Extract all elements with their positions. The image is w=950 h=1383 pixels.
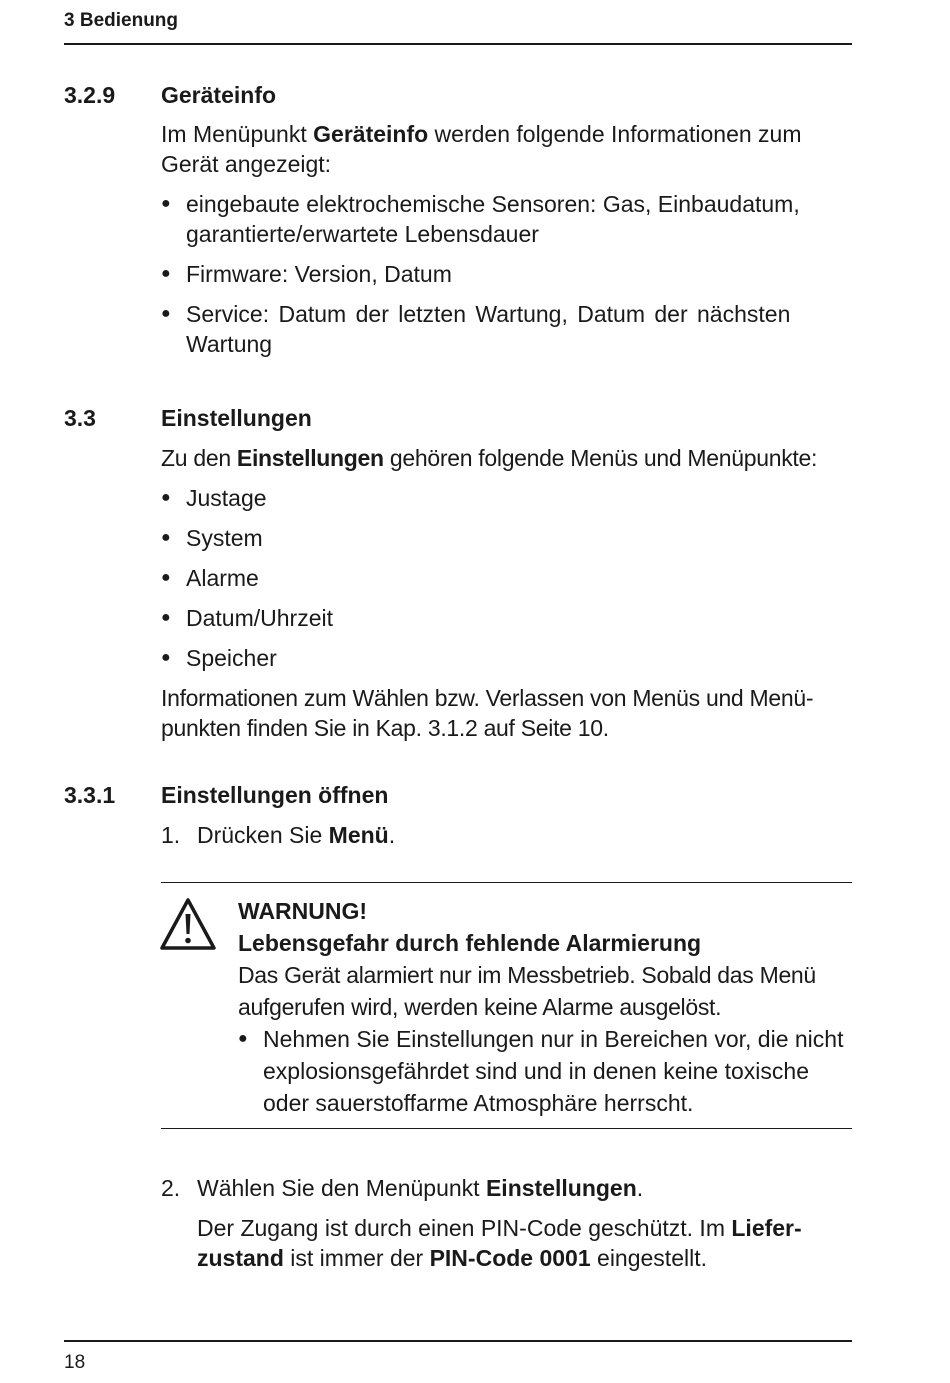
section-number-331: 3.3.1 <box>64 782 116 808</box>
list-item: ● System <box>161 525 263 551</box>
list-item: ● Service: Datum der letzten Wartung, Datum der nächsten Wartung <box>161 301 791 357</box>
warning-box <box>238 895 852 1023</box>
warning-triangle-icon <box>159 897 217 951</box>
section-33-intro: Zu den Einstellungen gehören folgende Menüs und Menüpunkte: <box>161 445 818 471</box>
list-item: ● Firmware: Version, Datum <box>161 261 452 287</box>
list-item: ● Alarme <box>161 565 259 591</box>
warning-subtitle: Lebensgefahr durch fehlende Alarmierung <box>238 930 702 956</box>
section-number-33: 3.3 <box>64 405 96 431</box>
page-number: 18 <box>64 1352 86 1373</box>
list-item: ● Justage <box>161 485 267 511</box>
bullet-dot: ● <box>161 529 171 546</box>
footer-rule <box>64 1340 852 1342</box>
bullet-dot: ● <box>161 489 171 506</box>
step-2-note: Der Zugang ist durch einen PIN-Code geschützt. Im Liefer- zustand ist immer der PIN-Code 0001 eingestellt. <box>197 1215 802 1271</box>
bullet-dot: ● <box>161 649 171 666</box>
list-item: ● Speicher <box>161 645 277 671</box>
section-title-329: Geräteinfo <box>161 82 277 108</box>
bullet-dot: ● <box>161 195 171 212</box>
section-title-33: Einstellungen <box>161 405 312 431</box>
warning-list-item: ● Nehmen Sie Einstellungen nur in Bereichen vor, die nicht explosionsgefährdet sind und in denen keine toxische oder sauerstoffarme Atmosphäre herrscht. <box>238 1023 852 1119</box>
list-item: ● Datum/Uhrzeit <box>161 605 333 631</box>
warning-bottom-rule <box>161 1128 852 1129</box>
running-header: 3 Bedienung <box>64 10 179 31</box>
step-1: 1. Drücken Sie Menü. <box>161 822 396 848</box>
warning-top-rule <box>161 882 852 883</box>
step-2: 2. Wählen Sie den Menüpunkt Einstellungen. <box>161 1175 644 1201</box>
bullet-dot: ● <box>161 609 171 626</box>
warning-title: WARNUNG! <box>238 898 368 924</box>
bullet-dot: ● <box>161 305 171 322</box>
list-item: ● eingebaute elektrochemische Sensoren: Gas, Einbaudatum, garantierte/erwartete Lebensdauer <box>161 191 800 247</box>
section-number-329: 3.2.9 <box>64 82 116 108</box>
section-329-intro: Im Menüpunkt Geräteinfo werden folgende Informationen zum Gerät angezeigt: <box>161 121 802 177</box>
section-title-331: Einstellungen öffnen <box>161 782 389 808</box>
warning-text: Das Gerät alarmiert nur im Messbetrieb. Sobald das Menü aufgerufen wird, werden keine Alarme ausgelöst. <box>238 962 816 1020</box>
header-rule <box>64 43 852 45</box>
section-33-note: Informationen zum Wählen bzw. Verlassen von Menüs und Menü- punkten finden Sie in Kap. 3.1.2 auf Seite 10. <box>161 685 814 741</box>
bullet-dot: ● <box>161 569 171 586</box>
bullet-dot: ● <box>161 265 171 282</box>
bullet-dot: ● <box>238 1030 248 1047</box>
